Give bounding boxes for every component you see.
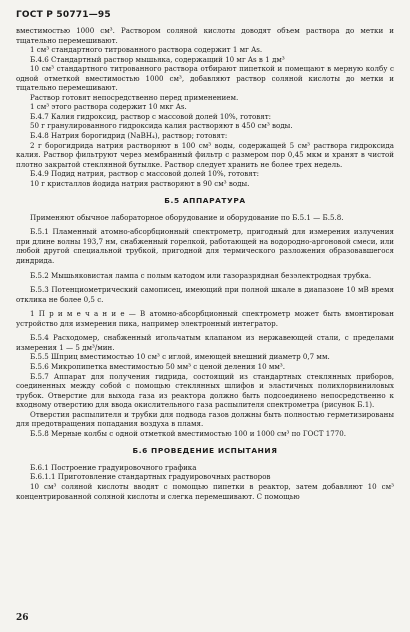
paragraph: Б.4.9 Подид натрия, раствор с массовой долей 10%, готовят: bbox=[30, 169, 260, 179]
paragraph: Б.5.1 Пламенный атомно-абсорбционный спектрометр, пригодный для измерения излучения при длине волны 193,7 нм, снабженный горелкой, работающей на водородно-аргоновой смеси, или любой другой специальной трубкой, пригодной для термического разложения образовавшегося диндрида. bbox=[16, 227, 394, 266]
paragraph: Б.6.1 Построение градуировочного графика bbox=[30, 462, 197, 472]
paragraph: Б.5.6 Микропипетка вместимостью 50 мм³ с ценой деления 10 мм³. bbox=[30, 361, 286, 371]
paragraph: Б.5.7 Аппарат для получения гидрида, состоящий из стандартных стеклянных приборов, соединенных между собой с помощью стеклянных шлифов и эластичных полихлорвиниловых трубок. Отверстие для выхода газа из реактора должно быть подсоединено непосредственно к входному отверстию для ввода окислительного газа распылителя спектрометра (рисунок Б.1). bbox=[16, 371, 394, 410]
paragraph: Б.5.8 Мерные колбы с одной отметкой вместимостью 100 и 1000 см³ по ГОСТ 1770. bbox=[30, 428, 347, 438]
note: 1 П р и м е ч а н и е — В атомно-абсорбционный спектрометр может быть вмонтирован устройство для измерения пика, например электронный интегратор. bbox=[16, 309, 394, 328]
paragraph: 10 см³ стандартного титрованного раствора отбирают пипеткой и помещают в мерную колбу с одной отметкой вместимостью 1000 см³, добавляют раствор соляной кислоты до метки и тщательно перемешивают. bbox=[16, 64, 394, 93]
paragraph: Б.5.5 Шприц вместимостью 10 см³ с иглой, имеющей внешний диаметр 0,7 мм. bbox=[30, 352, 330, 362]
section-heading-b5: Б.5 АППАРАТУРА bbox=[164, 196, 246, 206]
page-number: 26 bbox=[16, 613, 29, 623]
document-body bbox=[16, 26, 394, 501]
paragraph: Б.5.2 Мышьяковистая лампа с полым катодом или газоразрядная безэлектродная трубка. bbox=[30, 270, 372, 280]
page-header: ГОСТ Р 50771—95 bbox=[16, 10, 111, 20]
paragraph: Б.4.8 Натрия борогидрид (NaBH₄), раствор; готовят: bbox=[30, 131, 228, 141]
paragraph: Б.4.6 Стандартный раствор мышьяка, содержащий 10 мг As в 1 дм³ bbox=[30, 54, 285, 64]
paragraph: 1 см³ этого раствора содержит 10 мкг As. bbox=[30, 102, 187, 112]
section-b5 bbox=[16, 213, 394, 438]
paragraph: Применяют обычное лабораторное оборудование и оборудование по Б.5.1 — Б.5.8. bbox=[30, 212, 344, 222]
section-b4-continued bbox=[16, 26, 394, 188]
paragraph: 50 г гранулированного гидроксида калия растворяют в 450 см³ воды. bbox=[30, 121, 293, 131]
paragraph: Отверстия распылителя и трубки для подвода газов должны быть полностью герметизированы для предотвращения попадания воздуха в пламя. bbox=[16, 409, 394, 429]
paragraph: Б.5.3 Потенциометрический самописец, имеющий при полной шкале в диапазоне 10 мВ время отклика не более 0,5 с. bbox=[16, 285, 394, 304]
paragraph: Б.4.7 Калия гидроксид, раствор с массовой долей 10%, готовят: bbox=[30, 111, 272, 121]
paragraph: вместимостью 1000 см³. Раствором соляной кислоты доводят объем раствора до метки и тщательно перемешивают. bbox=[16, 26, 394, 45]
paragraph: 10 г кристаллов йодида натрия растворяют в 90 см³ воды. bbox=[30, 178, 250, 188]
section-heading-b6: Б.6 ПРОВЕДЕНИЕ ИСПЫТАНИЯ bbox=[132, 446, 278, 456]
paragraph: 10 см³ соляной кислоты вводят с помощью пипетки в реактор, затем добавляют 10 см³ концентрированной соляной кислоты и слегка перемешивают. С помощью bbox=[16, 481, 394, 501]
paragraph: Б.5.4 Расходомер, снабженный игольчатым клапаном из нержавеющей стали, с пределами измерения 1 — 5 дм³/мин. bbox=[16, 333, 394, 352]
paragraph: 1 см³ стандартного титрованного раствора содержит 1 мг As. bbox=[30, 45, 263, 55]
paragraph: 2 г борогидрида натрия растворяют в 100 см³ воды, содержащей 5 см³ раствора гидроксида калия. Раствор фильтруют через мембранный фильтр с размером пор 0,45 мкм и хранят в чистой плотно закрытой стеклянной бутылке. Раствор следует хранить не более трех недель. bbox=[16, 140, 394, 169]
section-b6 bbox=[16, 463, 394, 501]
paragraph: Б.6.1.1 Приготовление стандартных градуировочных растворов bbox=[30, 472, 271, 482]
paragraph: Раствор готовят непосредственно перед применением. bbox=[30, 92, 239, 102]
